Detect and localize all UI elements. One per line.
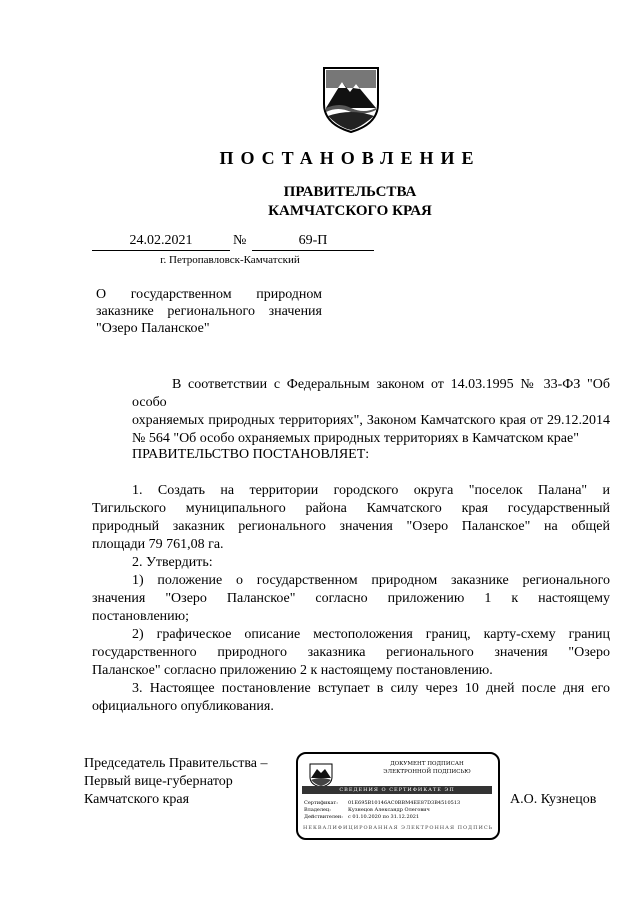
- item-line: значения "Озеро Паланское" согласно приложению 1 к настоящему: [92, 591, 610, 606]
- item-line: Паланское" согласно приложению 2 к настоящему постановлению.: [92, 663, 493, 678]
- document-subject: [96, 286, 322, 337]
- stamp-footer: НЕКВАЛИФИЦИРОВАННАЯ ЭЛЕКТРОННАЯ ПОДПИСЬ: [302, 825, 494, 831]
- stamp-heading-line: ЭЛЕКТРОННОЙ ПОДПИСЬЮ: [383, 769, 471, 775]
- stamp-cert-row: [304, 800, 460, 807]
- stamp-emblem-icon: [308, 762, 334, 788]
- document-date: 24.02.2021: [92, 233, 230, 251]
- item-line: 2. Утвердить:: [132, 555, 213, 570]
- stamp-heading-line: ДОКУМЕНТ ПОДПИСАН: [390, 761, 464, 767]
- authority-line-1: ПРАВИТЕЛЬСТВА: [283, 184, 417, 200]
- item-line: Тигильского муниципального района Камчатского края государственный: [92, 501, 610, 516]
- subject-line: "Озеро Паланское": [96, 321, 210, 336]
- subject-line: О государственном природном: [96, 287, 322, 302]
- document-type-title: ПОСТАНОВЛЕНИЕ: [219, 148, 481, 168]
- item-line: 3. Настоящее постановление вступает в силу через 10 дней после дня его: [132, 681, 610, 696]
- preamble-paragraph: [92, 376, 610, 448]
- stamp-label: Действителен:: [304, 814, 343, 820]
- preamble-line: охраняемых природных территориях", Законом Камчатского края от 29.12.2014: [132, 413, 610, 428]
- item-line: 1. Создать на территории городского округа "поселок Палана" и: [132, 483, 610, 498]
- electronic-signature-stamp: [296, 752, 500, 840]
- stamp-cert-title: СВЕДЕНИЯ О СЕРТИФИКАТЕ ЭП: [302, 786, 492, 794]
- signer-position: [84, 755, 267, 809]
- stamp-value: 01E695B10146AC0BBM4EE87D3B4510513: [348, 800, 461, 806]
- signer-position-line: Камчатского края: [84, 792, 190, 807]
- stamp-heading: [358, 760, 496, 776]
- item-line: 1) положение о государственном природном заказнике регионального: [132, 573, 610, 588]
- item-line: постановлению;: [92, 609, 190, 624]
- document-city: г. Петропавловск-Камчатский: [160, 254, 300, 266]
- item-line: 2) графическое описание местоположения границ, карту-схему границ: [132, 627, 610, 642]
- stamp-label: Владелец:: [304, 807, 331, 813]
- kamchatka-emblem-icon: [320, 64, 382, 134]
- stamp-value: Кузнецов Александр Олегович: [348, 807, 430, 813]
- preamble-line: В соответствии с Федеральным законом от 14.03.1995 № 33-ФЗ "Об особо: [132, 377, 610, 410]
- resolution-heading: ПРАВИТЕЛЬСТВО ПОСТАНОВЛЯЕТ:: [132, 447, 370, 462]
- subject-line: заказнике регионального значения: [96, 304, 322, 319]
- signer-position-line: Первый вице-губернатор: [84, 774, 233, 789]
- item-line: площади 79 761,08 га.: [92, 537, 224, 552]
- item-line: государственного природного заказника регионального значения "Озеро: [92, 645, 610, 660]
- item-line: природный заказник регионального значения "Озеро Паланское" на общей: [92, 519, 610, 534]
- document-number: 69-П: [252, 233, 374, 251]
- preamble-line: № 564 "Об особо охраняемых природных территориях в Камчатском крае": [132, 431, 579, 446]
- signer-name: А.О. Кузнецов: [510, 792, 597, 807]
- stamp-owner-row: [304, 807, 430, 814]
- stamp-value: с 01.10.2020 по 31.12.2021: [348, 814, 420, 820]
- item-line: официального опубликования.: [92, 699, 274, 714]
- stamp-valid-row: [304, 814, 419, 821]
- signer-position-line: Председатель Правительства –: [84, 756, 268, 771]
- stamp-label: Сертификат:: [304, 800, 338, 806]
- resolution-items: [92, 482, 610, 716]
- number-sign: №: [233, 233, 247, 248]
- authority-line-2: КАМЧАТСКОГО КРАЯ: [268, 203, 432, 219]
